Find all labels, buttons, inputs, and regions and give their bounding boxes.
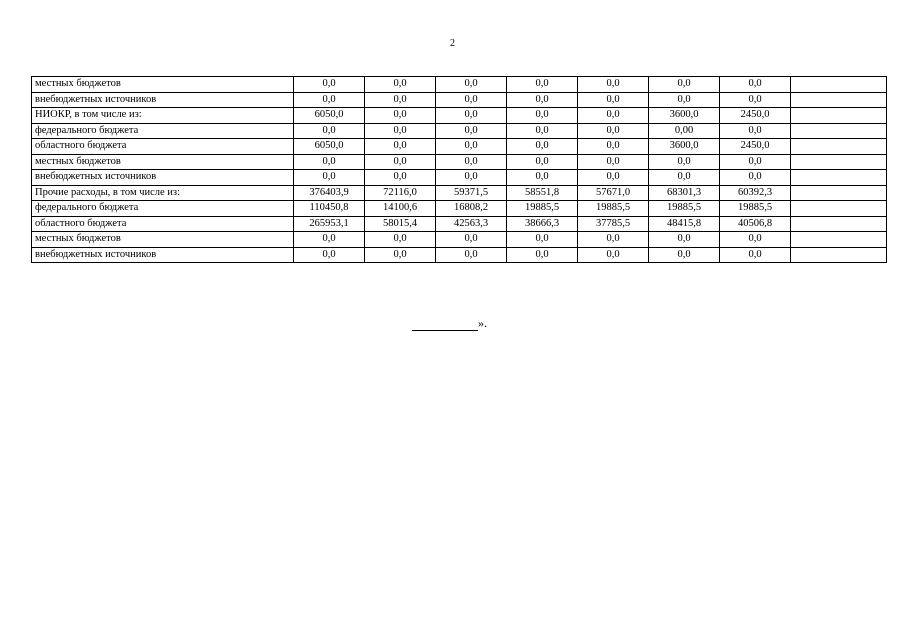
value-cell: 0,0 — [578, 154, 649, 170]
row-label: внебюджетных источников — [32, 247, 294, 263]
table-body — [32, 77, 887, 263]
value-cell: 0,0 — [649, 170, 720, 186]
value-cell: 59371,5 — [436, 185, 507, 201]
value-cell: 42563,3 — [436, 216, 507, 232]
page-number: 2 — [450, 38, 455, 49]
table-row — [32, 216, 887, 232]
value-cell: 0,0 — [507, 108, 578, 124]
value-cell: 0,0 — [294, 77, 365, 93]
row-label: внебюджетных источников — [32, 170, 294, 186]
value-cell: 0,0 — [294, 170, 365, 186]
value-cell — [791, 201, 887, 217]
value-cell — [791, 123, 887, 139]
row-label: федерального бюджета — [32, 123, 294, 139]
value-cell: 0,0 — [578, 77, 649, 93]
value-cell: 0,0 — [578, 108, 649, 124]
value-cell: 19885,5 — [649, 201, 720, 217]
value-cell: 58551,8 — [507, 185, 578, 201]
value-cell: 14100,6 — [365, 201, 436, 217]
value-cell: 0,0 — [720, 247, 791, 263]
value-cell: 40506,8 — [720, 216, 791, 232]
table-row — [32, 247, 887, 263]
value-cell — [791, 185, 887, 201]
value-cell: 2450,0 — [720, 108, 791, 124]
table-row — [32, 170, 887, 186]
value-cell: 19885,5 — [507, 201, 578, 217]
value-cell: 0,0 — [365, 92, 436, 108]
value-cell: 0,0 — [578, 170, 649, 186]
value-cell: 0,0 — [365, 108, 436, 124]
value-cell: 58015,4 — [365, 216, 436, 232]
value-cell: 0,0 — [294, 154, 365, 170]
value-cell — [791, 170, 887, 186]
value-cell — [791, 139, 887, 155]
value-cell: 0,0 — [507, 170, 578, 186]
value-cell: 37785,5 — [578, 216, 649, 232]
value-cell: 0,0 — [365, 139, 436, 155]
value-cell: 16808,2 — [436, 201, 507, 217]
row-label: Прочие расходы, в том числе из: — [32, 185, 294, 201]
value-cell: 0,0 — [436, 92, 507, 108]
value-cell — [791, 77, 887, 93]
value-cell: 48415,8 — [649, 216, 720, 232]
table-row — [32, 154, 887, 170]
value-cell: 0,0 — [365, 247, 436, 263]
value-cell: 0,0 — [436, 247, 507, 263]
value-cell: 0,0 — [720, 154, 791, 170]
row-label: федерального бюджета — [32, 201, 294, 217]
value-cell: 0,0 — [507, 154, 578, 170]
value-cell: 0,0 — [436, 154, 507, 170]
value-cell: 57671,0 — [578, 185, 649, 201]
table-row — [32, 92, 887, 108]
blank-underline — [412, 319, 478, 331]
value-cell: 0,0 — [578, 123, 649, 139]
value-cell: 0,0 — [720, 232, 791, 248]
value-cell: 0,0 — [507, 247, 578, 263]
value-cell: 0,0 — [578, 247, 649, 263]
row-label: местных бюджетов — [32, 77, 294, 93]
value-cell: 6050,0 — [294, 139, 365, 155]
value-cell — [791, 108, 887, 124]
budget-table — [31, 76, 887, 263]
value-cell: 0,0 — [649, 247, 720, 263]
value-cell — [791, 216, 887, 232]
value-cell: 0,0 — [578, 139, 649, 155]
value-cell: 376403,9 — [294, 185, 365, 201]
value-cell: 3600,0 — [649, 139, 720, 155]
value-cell — [791, 247, 887, 263]
value-cell: 0,0 — [365, 123, 436, 139]
value-cell: 0,0 — [365, 77, 436, 93]
table-row — [32, 185, 887, 201]
value-cell: 0,0 — [720, 77, 791, 93]
value-cell: 0,0 — [436, 232, 507, 248]
table-row — [32, 139, 887, 155]
row-label: внебюджетных источников — [32, 92, 294, 108]
value-cell: 265953,1 — [294, 216, 365, 232]
value-cell — [791, 92, 887, 108]
table-row — [32, 201, 887, 217]
value-cell: 0,0 — [436, 123, 507, 139]
row-label: областного бюджета — [32, 139, 294, 155]
value-cell: 0,0 — [649, 77, 720, 93]
table-row — [32, 77, 887, 93]
value-cell: 19885,5 — [720, 201, 791, 217]
value-cell: 0,0 — [507, 123, 578, 139]
value-cell: 6050,0 — [294, 108, 365, 124]
value-cell: 0,0 — [720, 170, 791, 186]
value-cell: 0,0 — [720, 123, 791, 139]
value-cell: 0,0 — [578, 232, 649, 248]
value-cell: 0,0 — [436, 139, 507, 155]
row-label: местных бюджетов — [32, 232, 294, 248]
value-cell — [791, 232, 887, 248]
value-cell: 0,00 — [649, 123, 720, 139]
value-cell: 0,0 — [365, 154, 436, 170]
table-row — [32, 232, 887, 248]
value-cell: 0,0 — [649, 92, 720, 108]
value-cell: 0,0 — [507, 232, 578, 248]
table-row — [32, 108, 887, 124]
closing-quote-mark — [412, 316, 487, 331]
value-cell: 0,0 — [720, 92, 791, 108]
value-cell: 19885,5 — [578, 201, 649, 217]
value-cell: 0,0 — [507, 77, 578, 93]
value-cell: 0,0 — [649, 154, 720, 170]
row-label: областного бюджета — [32, 216, 294, 232]
value-cell: 110450,8 — [294, 201, 365, 217]
row-label: НИОКР, в том числе из: — [32, 108, 294, 124]
value-cell: 38666,3 — [507, 216, 578, 232]
value-cell: 0,0 — [507, 139, 578, 155]
value-cell: 0,0 — [436, 108, 507, 124]
value-cell: 0,0 — [294, 232, 365, 248]
value-cell: 0,0 — [365, 170, 436, 186]
value-cell: 0,0 — [436, 170, 507, 186]
value-cell: 0,0 — [436, 77, 507, 93]
closing-quote-text: ». — [478, 316, 487, 330]
value-cell: 0,0 — [578, 92, 649, 108]
value-cell: 0,0 — [365, 232, 436, 248]
value-cell: 0,0 — [649, 232, 720, 248]
row-label: местных бюджетов — [32, 154, 294, 170]
value-cell: 60392,3 — [720, 185, 791, 201]
value-cell: 0,0 — [294, 92, 365, 108]
value-cell: 3600,0 — [649, 108, 720, 124]
value-cell: 0,0 — [294, 123, 365, 139]
value-cell: 0,0 — [507, 92, 578, 108]
value-cell: 68301,3 — [649, 185, 720, 201]
value-cell: 72116,0 — [365, 185, 436, 201]
value-cell — [791, 154, 887, 170]
table-row — [32, 123, 887, 139]
value-cell: 2450,0 — [720, 139, 791, 155]
value-cell: 0,0 — [294, 247, 365, 263]
